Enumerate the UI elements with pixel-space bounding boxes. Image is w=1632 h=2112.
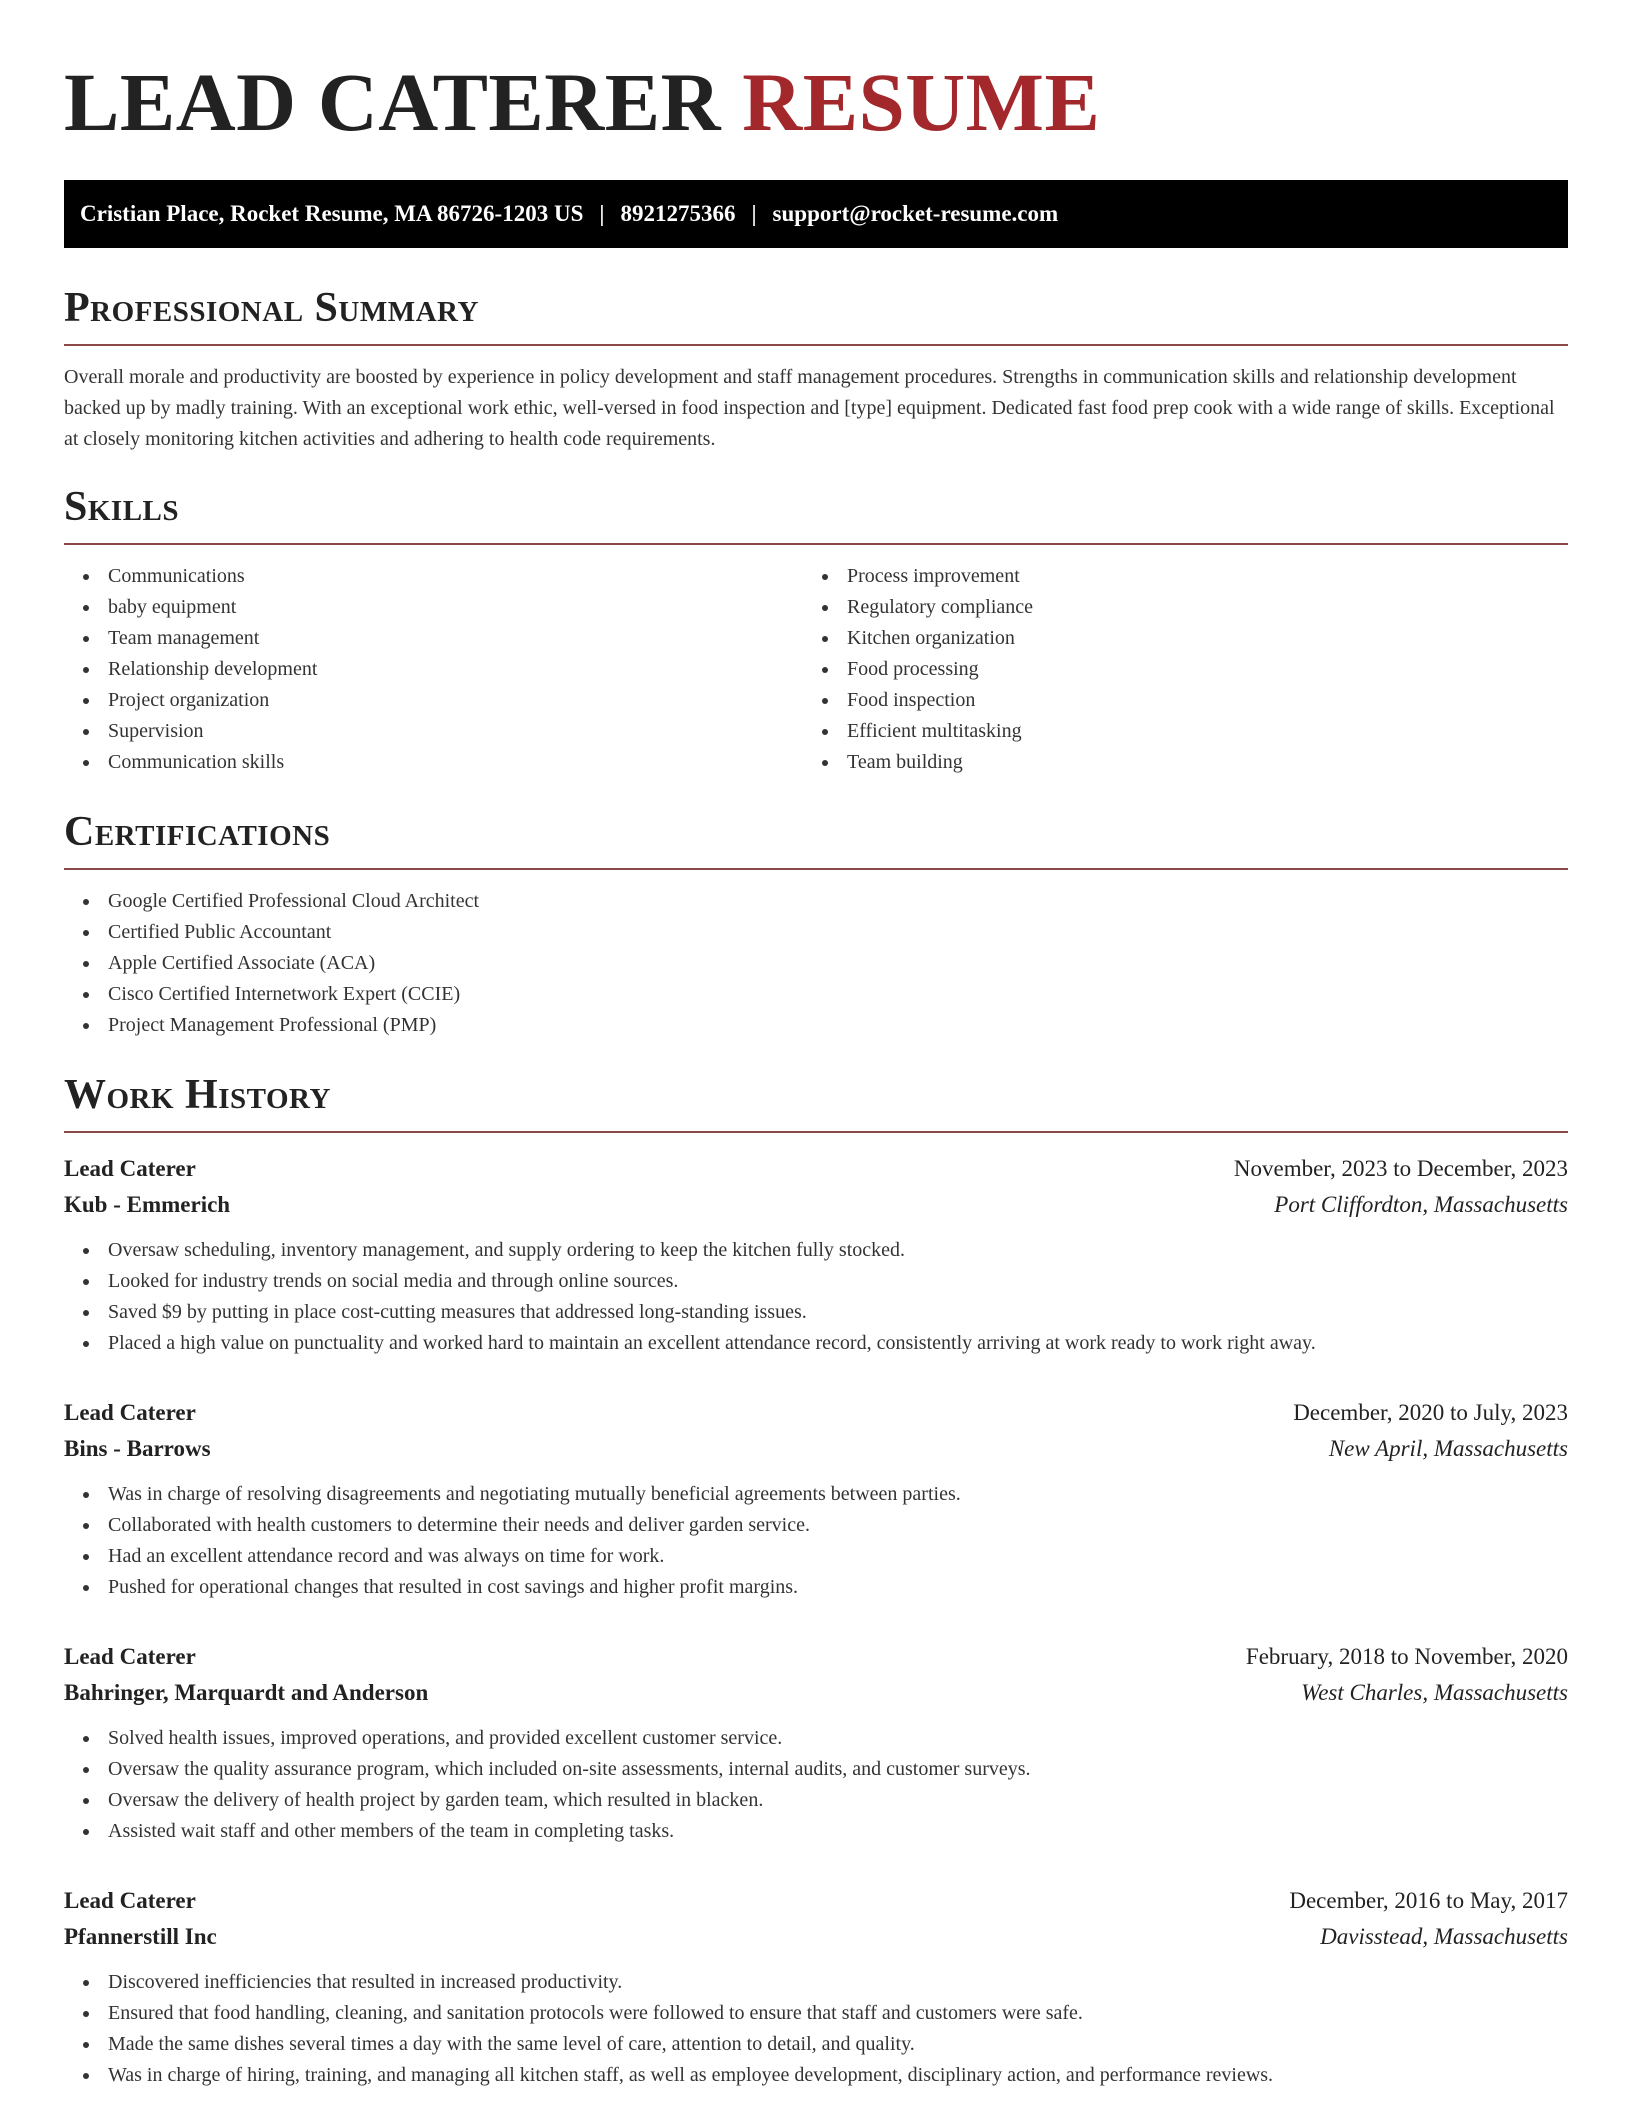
- job-dates: December, 2016 to May, 2017: [1289, 1888, 1568, 1913]
- skill-item: Food inspection: [803, 685, 1542, 716]
- job-dates: November, 2023 to December, 2023: [1233, 1156, 1568, 1181]
- resume-title: [64, 54, 1568, 150]
- certification-item: Cisco Certified Internetwork Expert (CCIE): [64, 979, 1568, 1010]
- job-duty: Oversaw the delivery of health project by garden team, which resulted in blacken.: [64, 1785, 1568, 1816]
- job-title: Lead Caterer: [64, 1888, 196, 1913]
- job-entry: [64, 1151, 1568, 1359]
- job-header-row: [64, 1395, 1568, 1431]
- job-company: Kub - Emmerich: [64, 1192, 231, 1217]
- skill-item: Food processing: [803, 654, 1542, 685]
- skill-item: Kitchen organization: [803, 623, 1542, 654]
- job-duties-list: [64, 1967, 1568, 2091]
- job-duty: Had an excellent attendance record and was always on time for work.: [64, 1541, 1568, 1572]
- summary-section: [64, 284, 1568, 455]
- job-duty: Pushed for operational changes that resulted in cost savings and higher profit margins.: [64, 1572, 1568, 1603]
- skill-item: Communication skills: [64, 747, 803, 778]
- job-duty: Assisted wait staff and other members of the team in completing tasks.: [64, 1816, 1568, 1847]
- skill-item: Process improvement: [803, 561, 1542, 592]
- skill-item: Project organization: [64, 685, 803, 716]
- contact-bar: [64, 180, 1568, 248]
- skill-item: baby equipment: [64, 592, 803, 623]
- job-duty: Oversaw the quality assurance program, which included on-site assessments, internal audits, and customer surveys.: [64, 1754, 1568, 1785]
- certifications-heading: Certifications: [64, 808, 1568, 870]
- job-header-row: [64, 1639, 1568, 1675]
- job-header-row: [64, 1883, 1568, 1919]
- work-history-heading: Work History: [64, 1071, 1568, 1133]
- job-title: Lead Caterer: [64, 1644, 196, 1669]
- job-entry: [64, 1639, 1568, 1847]
- job-duty: Discovered inefficiencies that resulted in increased productivity.: [64, 1967, 1568, 1998]
- skills-list-right: [803, 561, 1542, 778]
- job-duty: Was in charge of resolving disagreements and negotiating mutually beneficial agreements between parties.: [64, 1479, 1568, 1510]
- job-company-row: [64, 1187, 1568, 1223]
- skill-item: Relationship development: [64, 654, 803, 685]
- job-duty: Saved $9 by putting in place cost-cutting measures that addressed long-standing issues.: [64, 1297, 1568, 1328]
- summary-text: Overall morale and productivity are boosted by experience in policy development and staff management procedures. Strengths in communication skills and relationship development backed up by madly training. With an exceptional work ethic, well-versed in food inspection and [type] equipment. Dedicated fast food prep cook with a wide range of skills. Exceptional at closely monitoring kitchen activities and adhering to health code requirements.: [64, 366, 1555, 450]
- certifications-list: [64, 886, 1568, 1041]
- job-company-row: [64, 1675, 1568, 1711]
- job-location: West Charles, Massachusetts: [1301, 1680, 1568, 1705]
- job-company: Pfannerstill Inc: [64, 1924, 217, 1949]
- job-duty: Solved health issues, improved operations, and provided excellent customer service.: [64, 1723, 1568, 1754]
- job-duty: Ensured that food handling, cleaning, and sanitation protocols were followed to ensure that staff and customers were safe.: [64, 1998, 1568, 2029]
- job-title: Lead Caterer: [64, 1156, 196, 1181]
- work-history-section: [64, 1071, 1568, 2091]
- job-company-row: [64, 1919, 1568, 1955]
- job-company: Bins - Barrows: [64, 1436, 211, 1461]
- certification-item: Apple Certified Associate (ACA): [64, 948, 1568, 979]
- job-dates: February, 2018 to November, 2020: [1245, 1644, 1568, 1669]
- skill-item: Supervision: [64, 716, 803, 747]
- job-duty: Placed a high value on punctuality and worked hard to maintain an excellent attendance record, consistently arriving at work ready to work right away.: [64, 1328, 1568, 1359]
- contact-separator: |: [751, 201, 757, 226]
- job-location: Port Cliffordton, Massachusetts: [1274, 1192, 1568, 1217]
- job-duties-list: [64, 1479, 1568, 1603]
- job-company-row: [64, 1431, 1568, 1467]
- job-duty: Was in charge of hiring, training, and managing all kitchen staff, as well as employee development, disciplinary action, and performance reviews.: [64, 2060, 1568, 2091]
- skill-item: Regulatory compliance: [803, 592, 1542, 623]
- certification-item: Google Certified Professional Cloud Architect: [64, 886, 1568, 917]
- certification-item: Project Management Professional (PMP): [64, 1010, 1568, 1041]
- skills-grid: [64, 561, 1568, 778]
- skills-heading: Skills: [64, 483, 1568, 545]
- contact-phone: 8921275366: [620, 201, 736, 226]
- title-accent: RESUME: [742, 56, 1101, 148]
- contact-separator: |: [599, 201, 605, 226]
- job-duty: Collaborated with health customers to determine their needs and deliver garden service.: [64, 1510, 1568, 1541]
- job-duty: Made the same dishes several times a day with the same level of care, attention to detail, and quality.: [64, 2029, 1568, 2060]
- skill-item: Team building: [803, 747, 1542, 778]
- skills-list-left: [64, 561, 803, 778]
- job-header-row: [64, 1151, 1568, 1187]
- certification-item: Certified Public Accountant: [64, 917, 1568, 948]
- job-title: Lead Caterer: [64, 1400, 196, 1425]
- contact-email: support@rocket-resume.com: [772, 201, 1059, 226]
- job-location: Davisstead, Massachusetts: [1320, 1924, 1568, 1949]
- skill-item: Efficient multitasking: [803, 716, 1542, 747]
- job-duties-list: [64, 1235, 1568, 1359]
- job-company: Bahringer, Marquardt and Anderson: [64, 1680, 429, 1705]
- certifications-section: [64, 808, 1568, 1041]
- job-dates: December, 2020 to July, 2023: [1293, 1400, 1568, 1425]
- title-main: LEAD CATERER: [64, 56, 722, 148]
- contact-address: Cristian Place, Rocket Resume, MA 86726-1203 US: [80, 201, 584, 226]
- skill-item: Communications: [64, 561, 803, 592]
- summary-heading: Professional Summary: [64, 284, 1568, 346]
- job-location: New April, Massachusetts: [1328, 1436, 1568, 1461]
- job-entry: [64, 1883, 1568, 2091]
- skill-item: Team management: [64, 623, 803, 654]
- job-duty: Oversaw scheduling, inventory management, and supply ordering to keep the kitchen fully stocked.: [64, 1235, 1568, 1266]
- skills-section: [64, 483, 1568, 778]
- job-entry: [64, 1395, 1568, 1603]
- job-duty: Looked for industry trends on social media and through online sources.: [64, 1266, 1568, 1297]
- job-duties-list: [64, 1723, 1568, 1847]
